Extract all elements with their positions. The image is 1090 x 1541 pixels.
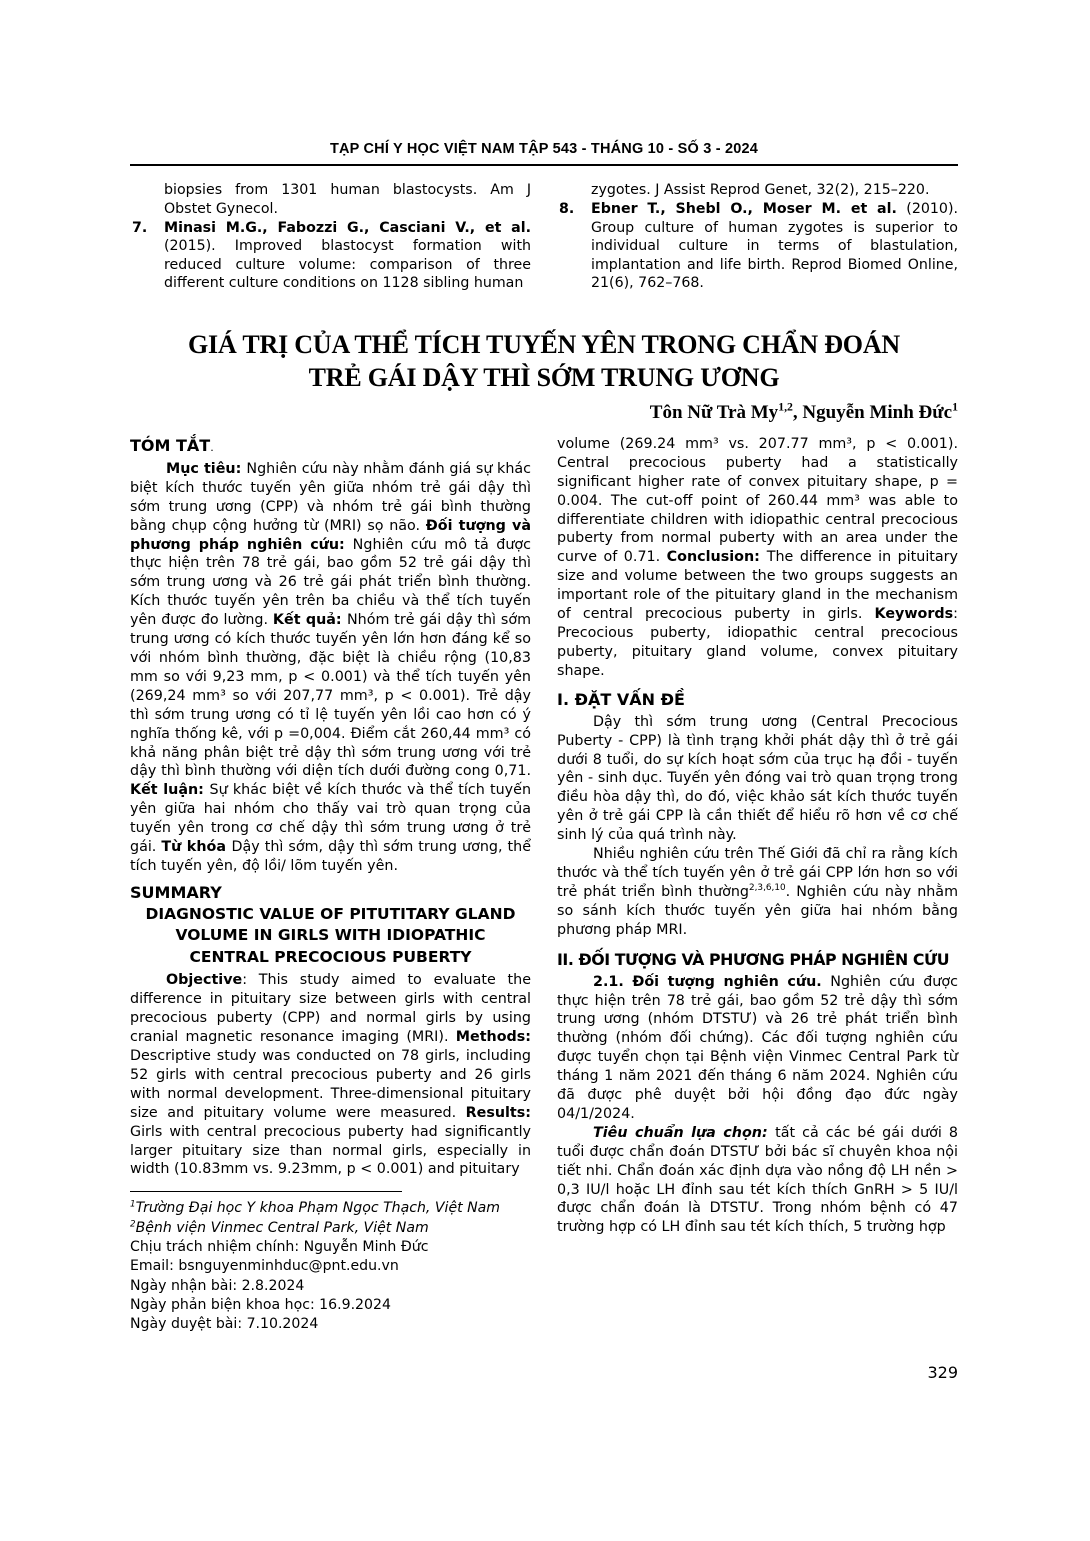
received-date-line: Ngày nhận bài: 2.8.2024 xyxy=(130,1277,305,1294)
right-column xyxy=(557,435,958,1334)
article-title-line-1: GIÁ TRỊ CỦA THỂ TÍCH TUYẾN YÊN TRONG CHẨN ĐOÁN xyxy=(188,329,900,359)
accepted-date-line: Ngày duyệt bài: 7.10.2024 xyxy=(130,1316,319,1333)
summary-subtitle xyxy=(130,904,531,969)
summary-subtitle-line-2: VOLUME IN GIRLS WITH IDIOPATHIC xyxy=(175,926,486,945)
affiliation-2: $^2$Bệnh viện Vinmec Central Park, Việt Nam xyxy=(130,1218,429,1236)
summary-continuation-paragraph: volume (269.24 mm³ vs. 207.77 mm³, p < 0.001). Central precocious puberty had a statistically significant higher rate of convex pituitary shape, p = 0.004. The cut-off point of 260.44 mm³ was able to differentiate children with idiopathic central precocious puberty from normal puberty with an area under the curve of 0.71. Conclusion: The difference in pituitary size and volume between the two groups suggests an important role of the pituitary gland in the mechanism of central precocious puberty in girls. Keywords: Precocious puberty, idiopathic central precocious puberty, pituitary gland volume, convex pituitary shape. xyxy=(557,435,958,679)
summary-heading: SUMMARY xyxy=(130,882,222,902)
abstract-heading xyxy=(130,435,531,458)
reference-item-8 xyxy=(557,200,958,293)
section-2-heading: II. ĐỐI TƯỢNG VÀ PHƯƠNG PHÁP NGHIÊN CỨU xyxy=(557,949,950,969)
reference-text-7: Minasi M.G., Fabozzi G., Casciani V., et al. (2015). Improved blastocyst formation with reduced culture volume: comparison of three different culture conditions on 1128 sibling human xyxy=(164,219,531,292)
reference-item-7 xyxy=(130,219,531,293)
references-right-column xyxy=(557,181,958,293)
article-title xyxy=(130,328,958,394)
selection-criteria-paragraph: Tiêu chuẩn lựa chọn: tất cả các bé gái dưới 8 tuổi được chẩn đoán DTSTƯ bởi bác sĩ chuyên khoa nội tiết nhi. Chẩn đoán xác định dựa vào nồng độ LH nền > 0,3 IU/l hoặc LH đỉnh sau tét kích thích GnRH > 5 IU/l được chẩn đoán là DTSTƯ. Trong nhóm bệnh có 47 trường hợp có LH đỉnh sau tét kích thích, 5 trường hợp xyxy=(557,1124,958,1236)
reference-text-8: Ebner T., Shebl O., Moser M. et al. (2010). Group culture of human zygotes is superior to individual culture in terms of blastulation, implantation and life birth. Reprod Biomed Online, 21(6), 762–768. xyxy=(591,200,958,292)
abstract-heading-text: TÓM TẮT xyxy=(130,435,211,455)
abstract-heading-period: . xyxy=(210,440,214,454)
summary-paragraph: Objective: This study aimed to evaluate the difference in pituitary size between girls with central precocious puberty (CPP) and normal girls by using cranial magnetic resonance imaging (MRI). Methods: Descriptive study was conducted on 78 girls, including 52 girls with central precocious puberty and 26 girls with normal development. Three-dimensional pituitary size and pituitary volume were measured. Results: Girls with central precocious puberty had significantly larger pituitary size than normal girls, especially in width (10.83mm vs. 9.23mm, p < 0.001) and pituitary xyxy=(130,972,531,1178)
affiliation-1: $^1$Trường Đại học Y khoa Phạm Ngọc Thạch, Việt Nam xyxy=(130,1199,501,1217)
summary-subtitle-line-1: DIAGNOSTIC VALUE OF PITUTITARY GLAND xyxy=(145,904,516,923)
correspondence-line: Chịu trách nhiệm chính: Nguyễn Minh Đức xyxy=(130,1238,429,1255)
email-line: Email: bsnguyenminhduc@pnt.edu.vn xyxy=(130,1258,399,1275)
page-number: 329 xyxy=(927,1363,958,1382)
article-title-line-2: TRẺ GÁI DẬY THÌ SỚM TRUNG ƯƠNG xyxy=(308,362,780,392)
footnote-block xyxy=(130,1191,531,1334)
intro-paragraph-2: Nhiều nghiên cứu trên Thế Giới đã chỉ ra rằng kích thước và thể tích tuyến yên ở trẻ gái CPP lớn hơn so với trẻ phát triển bình thường$^{2,3,6,10}$. Nghiên cứu này nhằm so sánh kích thước tuyến yên giữa hai nhóm bằng phương pháp MRI. xyxy=(557,846,958,938)
reference-carryover-right: zygotes. J Assist Reprod Genet, 32(2), 215–220. xyxy=(591,182,930,199)
reference-number-8: 8. xyxy=(559,200,575,217)
summary-subtitle-line-3: CENTRAL PRECOCIOUS PUBERTY xyxy=(189,947,472,966)
reference-carryover-left: biopsies from 1301 human blastocysts. Am J Obstet Gynecol. xyxy=(164,182,531,217)
article-authors: Tôn Nữ Trà My$^{1,2}$, Nguyễn Minh Đức$^1$ xyxy=(649,400,958,423)
references-section xyxy=(130,181,958,293)
footnote-rule xyxy=(130,1191,402,1192)
methods-paragraph: 2.1. Đối tượng nghiên cứu. Nghiên cứu được thực hiện trên 78 trẻ gái, bao gồm 52 trẻ dậy thì sớm trung ương (nhóm DTSTƯ) và 26 trẻ phát triển bình thường (nhóm đối chứng). Các đối tượng nghiên cứu được tuyển chọn tại Bệnh viện Vinmec Central Park từ tháng 1 năm 2021 đến tháng 6 năm 2024. Nghiên cứu đã được phê duyệt bởi hội đồng đạo đức ngày 04/1/2024. xyxy=(557,973,958,1122)
left-column xyxy=(130,435,531,1334)
reference-number-7: 7. xyxy=(132,219,148,236)
abstract-paragraph: Mục tiêu: Nghiên cứu này nhằm đánh giá sự khác biệt kích thước tuyến yên giữa nhóm trẻ gái dậy thì sớm trung ương (CPP) và nhóm trẻ gái bình thường bằng chụp cộng hưởng từ (MRI) sọ não. Đối tượng và phương pháp nghiên cứu: Nghiên cứu mô tả được thực hiện trên 78 trẻ gái, bao gồm 52 trẻ gái dậy thì sớm trung ương và 26 trẻ gái phát triển bình thường. Kích thước tuyến yên trên ba chiều và thể tích tuyến yên được đo lường. Kết quả: Nhóm trẻ gái dậy thì sớm trung ương có kích thước tuyến yên lớn hơn đáng kể so với nhóm bình thường, đặc biệt là chiều rộng (10,83 mm so với 9,23 mm, p < 0.001) và thể tích tuyến yên (269,24 mm³ so với 207,77 mm³, p < 0.001). Trẻ dậy thì sớm trung ương có tỉ lệ tuyến yên lồi cao hơn có ý nghĩa thống kê, với p =0,004. Điểm cắt 260,44 mm³ có khả năng phân biệt trẻ dậy thì sớm trung ương với trẻ dậy thì bình thường với diện tích dưới đường cong 0,71. Kết luận: Sự khác biệt về kích thước và thể tích tuyến yên giữa hai nhóm cho thấy vai trò quan trọng của tuyến yên trong cơ chế dậy thì sớm trung ương ở trẻ gái. Từ khóa Dậy thì sớm, dậy thì sớm trung ương, thể tích tuyến yên, độ lồi/ lõm tuyến yên. xyxy=(130,460,532,874)
journal-header: TẠP CHÍ Y HỌC VIỆT NAM TẬP 543 - THÁNG 10 - SỐ 3 - 2024 xyxy=(130,141,958,166)
article-body xyxy=(130,435,958,1334)
intro-paragraph-1: Dậy thì sớm trung ương (Central Precocious Puberty - CPP) là tình trạng khởi phát dậy thì ở trẻ gái dưới 8 tuổi, do sự kích hoạt sớm của trục hạ đồi - tuyến yên - sinh dục. Tuyến yên đóng vai trò quan trọng trong điều hòa dậy thì, do đó, việc khảo sát kích thước tuyến yên ở trẻ gái CPP là cần thiết để hiểu rõ hơn về cơ chế sinh lý của quá trình này. xyxy=(557,713,958,844)
references-left-column xyxy=(130,181,531,293)
section-1-heading: I. ĐẶT VẤN ĐỀ xyxy=(557,689,685,709)
reviewed-date-line: Ngày phản biện khoa học: 16.9.2024 xyxy=(130,1296,391,1313)
